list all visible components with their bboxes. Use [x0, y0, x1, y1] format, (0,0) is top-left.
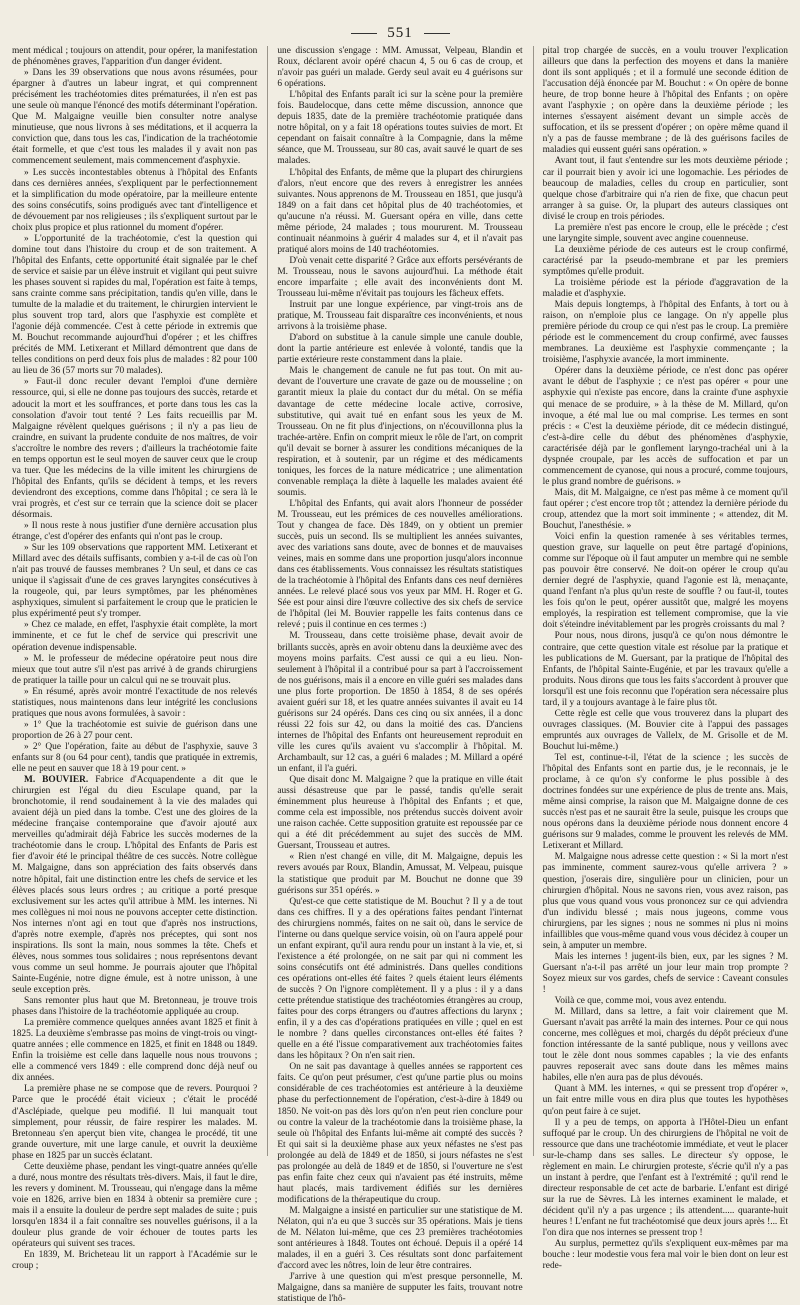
paragraph: D'où venait cette disparité ? Grâce aux efforts persévérants de M. Trousseau, nous le savons aujourd'hui. La méthode était encore imparfaite ; elle avait des inconvénients dont M. Trousseau lui-même n'évitait pas toujours les fâcheux effets.: [277, 255, 523, 300]
paragraph: L'hôpital des Enfants, qui avait alors l'honneur de posséder M. Trousseau, eut les prémices de ces nouvelles améliorations. Tout y changea de face. Dès 1849, on y obtient un premier succès, puis un second. Ils se multiplient les années suivantes, avec des variations sans doute, avec de bonnes et de mauvaises veines, mais en somme dans une proportion jusqu'alors inconnue dans ces établissements. Vous connaissez les résultats statistiques de la trachéotomie à l'hôpital des Enfants dans ces neuf dernières années. Le relevé placé sous vos yeux par MM. H. Roger et G. Sée est pour ainsi dire l'œuvre collective des six chefs de service de l'hôpital (lei M. Bouvier rappelle les faits contenus dans ce relevé ; puis il continue en ces termes :): [277, 498, 523, 631]
paragraph: ment médical ; toujours on attendit, pour opérer, la manifestation de phénomènes graves, l'apparition d'un danger évident.: [12, 46, 258, 68]
paragraph: On ne sait pas davantage à quelles années se rapportent ces faits. Ce qu'on peut présumer, c'est qu'une partie plus ou moins considérable de ces trachéotomies est antérieure à la deuxième phase du perfectionnement de l'opération, c'est-à-dire à 1849 ou 1850. Ne voit-on pas dès lors qu'on n'en peut rien conclure pour ou contre la valeur de la trachéotomie dans la troisième phase, la seule où l'hôpital des Enfants lui-même ait compté des succès ? Et qui sait si la deuxième phase aux yeux néfastes ne s'est pas prolongée au delà de 1849 et de 1850, si jours néfastes ne s'est pas prolongée au delà de 1849 et de 1850, si l'ouverture ne s'est pas enfin faite chez ceux qui n'avaient pas été instruits, même haut placés, mais tardivement édifiés sur les dernières modifications de la thérapeutique du croup.: [277, 1062, 523, 1205]
paragraph: » Les succès incontestables obtenus à l'hôpital des Enfants dans ces dernières années, s'expliquent par le perfectionnement et la simplification du mode opératoire, par la meilleure entente des soins consécutifs, soins prodigués avec tant d'intelligence et de dévouement par nos religieuses ; ils s'expliquent surtout par le choix plus propice et plus rationnel du moment d'opérer.: [12, 167, 258, 233]
paragraph: M. BOUVIER. Fabrice d'Acquapendente a dit que le chirurgien est l'égal du dieu Esculape quand, par la bronchotomie, il rend soudainement à la vie des malades qui avaient déjà un pied dans la tombe. C'est une des gloires de la médecine française contemporaine que d'avoir ajouté aux merveilles qu'admirait déjà Fabrice les succès modernes de la trachéotomie dans le croup. L'hôpital des Enfants de Paris est fier d'avoir été le principal théâtre de ces succès. Notre collègue M. Malgaigne, dans son appréciation des faits observés dans notre hôpital, fait une distinction entre les chefs de service et les élèves placés sous leurs ordres ; au critique a porté presque exclusivement sur les actes qu'il attribue à MM. les internes. Ni mes collègues ni moi nous ne pouvons accepter cette distinction. Nos internes n'ont agi en tout que d'après nos instructions, d'après notre exemple, d'après nos préceptes, qui sont nos inspirations. Ils sont la main, nous sommes la tête. Chefs et élèves, nous sommes tous solidaires ; nous représentons devant vous comme un seul homme. Je pourrais ajouter que l'hôpital Sainte-Eugénie, notre digne émule, est à notre unisson, à une seule exception près.: [12, 775, 258, 995]
paragraph: une discussion s'engage : MM. Amussat, Velpeau, Blandin et Roux, déclarent avoir opéré chacun 4, 5 ou 6 cas de croup, et n'avoir pas guéri un malade. Gerdy seul avait eu 4 guérisons sur 6 opérations.: [277, 46, 523, 90]
paragraph: La première commence quelques années avant 1825 et finit à 1825. La deuxième s'embrasse pas moins de vingt-trois ou vingt-quatre années ; elle commence en 1825, et finit en 1848 ou 1849. Enfin la troisième est celle dans laquelle nous nous trouvons ; elle a commencé vers 1849 : elle comprend donc déjà neuf ou dix années.: [12, 1018, 258, 1084]
paragraph: pital trop chargée de succès, en a voulu trouver l'explication ailleurs que dans la perfection des moyens et dans la manière dont ils sont appliqués ; et il a formulé une seconde édition de l'accusation déjà énoncée par M. Bouchut : « On opère de bonne heure, de trop bonne heure à l'hôpital des Enfants ; on opère avant l'asphyxie ; on opère dans la deuxième période ; les internes s'essayent aisément devant un simple accès de suffocation, et ils se pressent d'opérer ; on opère même quand il n'y a pas de fausse membrane ; de là des guérisons faciles de maladies qui eussent guéri sans opération. »: [542, 46, 788, 156]
paragraph: Sans remonter plus haut que M. Bretonneau, je trouve trois phases dans l'histoire de la trachéotomie appliquée au croup.: [12, 996, 258, 1018]
paragraph: » L'opportunité de la trachéotomie, c'est la question qui domine tout dans l'histoire du croup et de son traitement. A l'hôpital des Enfants, cette opportunité était signalée par le chef de service et saisie par un élève instruit et vigilant qui peut suivre les phases souvent si rapides du mal, l'opération est faite à temps, sans crainte comme sans précipitation, tandis qu'en ville, dans le tumulte de la maladie et du traitement, le chirurgien intervient le plus souvent trop tard, alors que l'asphyxie est complète et l'agonie déjà commencée. C'est à cette période in extremis que M. Bouchut recommande aujourd'hui d'opérer ; et les chiffres précités de MM. Letixerant et Millard démontrent que dans de telles conditions on perd deux fois plus de malades : 82 pour 100 au lieu de 36 (57 morts sur 70 malades).: [12, 233, 258, 377]
paragraph: » 1° Que la trachéotomie est suivie de guérison dans une proportion de 26 à 27 pour cent.: [12, 719, 258, 741]
paragraph: Tel est, continue-t-il, l'état de la science ; les succès de l'hôpital des Enfants sont en partie dus, je le reconnais, je le proclame, à ce qu'on s'y conforme le plus possible à des doctrines fondées sur une expérience de plus de trente ans. Mais, même ainsi comprise, la raison que M. Malgaigne donne de ces succès n'est pas et ne saurait être la seule, puisque les croups que nous opérons dans la deuxième période nous donnent encore 4 guérisons sur 9 malades, comme le prouvent les relevés de MM. Letixerant et Millard.: [542, 753, 788, 852]
paragraph: Voilà ce que, comme moi, vous avez entendu.: [554, 996, 727, 1007]
paragraph: Que disait donc M. Malgaigne ? que la pratique en ville était aussi désastreuse que par le passé, tandis qu'elle serait éminemment plus heureuse à l'hôpital des Enfants ; et que, comme cela est impossible, nos prétendus succès doivent avoir une raison cachée. Cette supposition gratuite est repoussée par ce qui a été dit précédemment au sujet des succès de MM. Guersant, Trousseau et autres.: [277, 775, 523, 852]
paragraph: Mais, dit M. Malgaigne, ce n'est pas même à ce moment qu'il faut opérer ; c'est encore trop tôt ; attendez la dernière période du croup, attendez que la mort soit imminente ; « attendez, dit M. Bouchut, l'anesthésie. »: [542, 487, 788, 532]
paragraph: Mais depuis longtemps, à l'hôpital des Enfants, à tort ou à raison, on n'emploie plus ce langage. On n'y appelle plus première période du croup ce qui n'est pas le croup. La première période est le commencement du croup confirmé, avec fausses membranes. La deuxième est l'asphyxie commençante ; la troisième, l'asphyxie avancée, la mort imminente.: [542, 300, 788, 366]
paragraph: En 1839, M. Bricheteau lit un rapport à l'Académie sur le croup ;: [12, 1250, 258, 1272]
paragraph: Qu'est-ce que cette statistique de M. Bouchut ? Il y a de tout dans ces chiffres. Il y a des opérations faites pendant l'internat des chirurgiens nommés, faites on ne sait où, dans le service de l'interne ou dans quelque service voisin, où on l'aura appelé pour un enfant expirant, qu'il aura rendu pour un instant à la vie, et, si l'existence a été prolongée, on ne sait par qui ni comment les soins consécutifs ont été administrés. Dans quelles conditions ces opérations ont-elles été faites ? quels étaient leurs éléments de succès ? On l'ignore complètement. Il y a plus : il y a dans cette prétendue statistique des trachéotomies étrangères au croup, faites pour des corps étrangers ou d'autres affections du larynx ; enfin, il y a des cas d'opérations pratiquées en ville ; quel en est le nombre ? dans quelles circonstances ont-elles été faites ? quelle en a été l'issue comparativement aux trachéotomies faites dans les hôpitaux ? On n'en sait rien.: [277, 896, 523, 1062]
paragraph: Opérer dans la deuxième période, ce n'est donc pas opérer avant le début de l'asphyxie ; ce n'est pas opérer « pour une asphyxie qui n'existe pas encore, dans la crainte d'une asphyxie qui menace de se produire, » à la thèse de M. Millard, qu'on invoque, a été mal lue ou mal comprise. Les termes en sont précis : « C'est la deuxième période, dit ce médecin distingué, c'est-à-dire celle du début des phénomènes d'asphyxie, caractérisée déjà par le gonflement laryngo-trachéal uni à la dyspnée croupale, par les accès de suffocation et par un commencement de cyanose, qui nous a procuré, comme toujours, le plus grand nombre de guérisons. »: [542, 366, 788, 487]
paragraph: Pour nous, nous dirons, jusqu'à ce qu'on nous démontre le contraire, que cette question vitale est résolue par la pratique et les publications de M. Guersant, par la pratique de l'hôpital des Enfants, de l'hôpital Sainte-Eugénie, et par les travaux qu'elle a produits. Nous dirons que tous les faits s'accordent à prouver que lorsqu'il est une fois reconnu que l'opération sera nécessaire plus tard, il y a toujours avantage à le faire plus tôt.: [542, 631, 788, 708]
paragraph: Mais le changement de canule ne fut pas tout. On mit au-devant de l'ouverture une cravate de gaze ou de mousseline ; on garantit mieux la plaie du contact dur du métal. On se méfia davantage de cette médecine locale active, corrosive, substitutive, qui avait tué en enfant sous les yeux de M. Trousseau. On ne fit plus d'injections, on n'écouvillonna plus la trachée-artère. Enfin on comprit mieux le rôle de l'art, on comprit qu'il devait se borner à assurer les conditions mécaniques de la respiration, et à soutenir, par un régime et des médicaments toniques, les forces de la nature médicatrice ; une alimentation convenable remplaça la diète à laquelle les malades avaient été soumis.: [277, 366, 523, 498]
paragraph: M. Trousseau, dans cette troisième phase, devait avoir de brillants succès, après en avoir obtenu dans la deuxième avec des moyens moins parfaits. C'est aussi ce qui a eu lieu. Non-seulement à l'hôpital il a contribué pour sa part à l'accroissement de nos guérisons, mais il a encore en ville guéri ses malades dans une plus forte proportion. De 1850 à 1854, 8 de ses opérés avaient guéri sur 18, et les quatre années suivantes il avait eu 14 guérisons sur 24 opérés. Dans ces cinq ou six années, il a donc réussi 22 fois sur 42, ou dans la moitié des cas. D'anciens internes de l'hôpital des Enfants ont heureusement reproduit en ville les cures qu'ils avaient vu s'accomplir à l'hôpital. M. Archambault, sur 12 cas, a guéri 6 malades ; M. Millard a opéré un enfant, il l'a guéri.: [277, 631, 523, 775]
paragraph: » En résumé, après avoir montré l'exactitude de nos relevés statistiques, nous maintenons dans leur intégrité les conclusions pratiques que nous avons formulées, à savoir :: [12, 686, 258, 719]
paragraph: Voici enfin la question ramenée à ses véritables termes, question grave, sur laquelle on peut être partagé d'opinions, comme sur l'époque où il faut amputer un membre qui ne semble pas pouvoir être conservé. Ne doit-on opérer le croup qu'au dernier degré de l'asphyxie, quand l'agonie est là, menaçante, quand l'enfant n'a plus qu'un reste de souffle ? ou faut-il, toutes les fois qu'on le peut, opérer aussitôt que, malgré les moyens employés, la respiration est tellement compromise, que la vie doit s'éteindre inévitablement par les progrès croissants du mal ?: [542, 532, 788, 631]
paragraph: » Dans les 39 observations que nous avons résumées, pour épargner à d'autres un labeur ingrat, et qui comprennent précisément les trachéotomies dites prématurées, il n'en est pas une seule où manque l'énoncé des motifs déterminant l'opération. Que M. Malgaigne veuille bien consulter notre analyse minutieuse, que nous livrons à ses méditations, et il acquerra la conviction que, dans tous les cas, l'indication de la trachéotomie était formelle, et que c'est tous les malades il y avait non pas commencement seulement, mais commencement d'asphyxie.: [12, 68, 258, 167]
paragraph: Cette deuxième phase, pendant les vingt-quatre années qu'elle a duré, nous montre des résultats très-divers. Mais, il faut le dire, les revers y dominent. M. Trousseau, qui n'engage dans la même voie en 1826, arrive bien en 1834 à obtenir sa première cure ; mais il a ensuite la douleur de perdre sept malades de suite ; puis lorsqu'en 1834 il a fait connaître ses nouvelles guérisons, il a la douleur plus grande de voir échouer de toutes parts les opérateurs qui suivent ses traces.: [12, 1161, 258, 1250]
paragraph: La deuxième période de ces auteurs est le croup confirmé, caractérisé par la pseudo-membrane et par les premiers symptômes qu'elle produit.: [542, 244, 788, 277]
column-left: [12, 46, 258, 1272]
paragraph: » Faut-il donc reculer devant l'emploi d'une dernière ressource, qui, si elle ne donne pas toujours des succès, retarde et adoucit la mort et les souffrances, et porte dans tous les cas la consolation d'avoir tout tenté ? Les faits recueillis par M. Malgaigne révèlent quelques guérisons ; il n'y a pas lieu de craindre, en suivant la prudente conduite de nos maîtres, de voir s'accroître le nombre des revers ; d'ailleurs la trachéotomie faite en temps opportun est le seul moyen de sauver ceux que le croup va tuer. Que les médecins de la ville imitent les chirurgiens de l'hôpital des Enfants, qu'ils se décident à temps, et les revers deviendront des exceptions, comme dans l'hôpital ; ce sera là le vrai progrès, et c'est sur ce terrain que la science doit se placer désormais.: [12, 377, 258, 520]
paragraph: D'abord on substitue à la canule simple une canule double, dont la partie antérieure est enlevée à volonté, tandis que la partie extérieure reste constamment dans la plaie.: [277, 333, 523, 366]
paragraph: M. Malgaigne nous adresse cette question : « Si la mort n'est pas imminente, comment saurez-vous qu'elle arrivera ? » question, j'oserais dire, singulière pour un clinicien, pour un chirurgien d'hôpital. Nous ne savons rien, vous avez raison, pas plus que vous quand vous vous prononcez sur ce qui adviendra d'un individu blessé ; mais nous jugeons, comme vous chirurgiens, par les signes ; nous ne sommes ni plus ni moins infaillibles que vous-même quand vous vous décidez à couper un sein, à amputer un membre.: [542, 852, 788, 951]
paragraph: » Il nous reste à nous justifier d'une dernière accusation plus étrange, c'est d'opérer des enfants qui n'ont pas le croup.: [12, 521, 258, 543]
paragraph: » M. le professeur de médecine opératoire peut nous dire mieux que tout autre s'il n'est pas arrivé à de grands chirurgiens de pratiquer la taille pour un calcul qui ne se trouvait plus.: [12, 653, 258, 686]
paragraph: « Rien n'est changé en ville, dit M. Malgaigne, depuis les revers avoués par Roux, Blandin, Amussat, M. Velpeau, puisque la statistique que produit par M. Bouchut ne donne que 39 guérisons sur 351 opérés. »: [277, 852, 523, 896]
text-columns: [12, 46, 788, 1305]
paragraph: M. Malgaigne a insisté en particulier sur une statistique de M. Nélaton, qui n'a eu que 3 succès sur 35 opérations. Mais je tiens de M. Nélaton lui-même, que ces 23 premières trachéotomies sont antérieures à 1848. Toutes ont échoué. Depuis il a opéré 14 malades, il en a guéri 3. Ces résultats sont donc parfaitement d'accord avec les nôtres, loin de leur être contraires.: [277, 1205, 523, 1272]
paragraph: Cette règle est celle que vous trouverez dans la plupart des ouvrages classiques. (M. Bouvier cite à l'appui des passages empruntés aux ouvrages de Vallelx, de M. Grisolle et de M. Bouchut lui-même.): [542, 708, 788, 752]
paragraph: Avant tout, il faut s'entendre sur les mots deuxième période ; car il pourrait bien y avoir ici une logomachie. Les périodes de beaucoup de maladies, celles du croup en particulier, sont quelque chose d'arbitraire qui n'a rien de fixe, que chacun peut arranger à sa guise. Or, la plupart des auteurs classiques ont divisé le croup en trois périodes.: [542, 156, 788, 222]
paragraph: M. Millard, dans sa lettre, a fait voir clairement que M. Guersant n'avait pas arrêté la main des internes. Pour ce qui nous concerne, mes collègues et moi, chargés du dépôt précieux d'une fonction intéressante de la santé publique, nous y veillons avec tout le zèle dont nous sommes capables ; la vie des enfants pauvres reposerait avec sans doute dans les mêmes mains habiles, elle n'en aura pas de plus dévoués.: [542, 1007, 788, 1084]
paragraph: La première phase ne se compose que de revers. Pourquoi ? Parce que le procédé était vicieux ; c'était le procédé d'Asclépiade, quelque peu modifié. Il lui manquait tout simplement, pour réussir, de faire respirer les malades. M. Bretonneau s'en aperçut bien vite, changea le procédé, tit une grande ouverture, mit une large canule, et ouvrit la deuxième phase en 1825 par un succès éclatant.: [12, 1084, 258, 1161]
paragraph: Mais les internes ! jugent-ils bien, eux, par les signes ? M. Guersant n'a-t-il pas arrêté un jour leur main trop prompte ? Soyez mieux sur vos gardes, chefs de service : Caveant consules !: [542, 951, 788, 995]
paragraph: » Sur les 109 observations que rapportent MM. Letixerant et Millard avec des détails suffisants, combien y a-t-il de cas où l'on n'ait pas trouvé de fausses membranes ? Un seul, et dans ce cas unique il s'agissait d'une de ces graves laryngites consécutives à la rougeole, qui, par leurs symptômes, par les phénomènes asphyxiques, simulent si parfaitement le croup que le praticien le plus expérimenté peut s'y tromper.: [12, 543, 258, 620]
speaker-name: M. BOUVIER.: [24, 775, 89, 786]
paragraph: La troisième période est la période d'aggravation de la maladie et d'asphyxie.: [542, 277, 788, 300]
paragraph: Au surplus, permettez qu'ils s'expliquent eux-mêmes par ma bouche : leur modestie vous fera mal voir le bien dont on leur est rede-: [542, 1239, 788, 1272]
paragraph: L'hôpital des Enfants, de même que la plupart des chirurgiens d'alors, n'eut encore que des revers à enregistrer les années suivantes. Nous apprenons de M. Trousseau en 1851, que jusqu'à 1849 on a fait dans cet hôpital plus de 40 trachéotomies, et qu'aucune n'a réussi. M. Guersant opéra en ville, dans cette même période, 24 malades ; tous moururent. M. Trousseau continuait néanmoins à guérir 4 malades sur 4, et il n'avait pas pratiqué alors moins de 140 trachéotomies.: [277, 167, 523, 255]
paragraph: » 2° Que l'opération, faite au début de l'asphyxie, sauve 3 enfants sur 8 (ou 64 pour cent), tandis que pratiquée in extremis, elle ne peut en sauver que 18 à 19 pour cent. »: [12, 741, 258, 775]
paragraph: La première n'est pas encore le croup, elle le précède ; c'est une laryngite simple, souvent avec angine couenneuse.: [542, 222, 788, 244]
paragraph: Il y a peu de temps, on apporta à l'Hôtel-Dieu un enfant suffoqué par le croup. Un des chirurgiens de l'hôpital ne voit de ressource que dans une trachéotomie immédiate, et veut le placer sur-le-champ dans ses salles. Le directeur s'y oppose, le règlement en main. Le chirurgien proteste, s'écrie qu'il n'y a pas un instant à perdre, que l'enfant est à l'extrémité ; qu'il rend le directeur responsable de cet acte de barbarie. L'enfant est dirigé sur la rue de Sèvres. Là les internes examinent le malade, et décident qu'il n'y a pas urgence ; ils attendent..... quarante-huit heures ! L'enfant ne fut trachéotomisé que deux jours après !... Et l'on dira que nos internes se pressent trop !: [542, 1117, 788, 1239]
header-rule-right: [424, 33, 450, 34]
header-rule-left: [351, 33, 377, 34]
paragraph: L'hôpital des Enfants paraît ici sur la scène pour la première fois. Baudelocque, dans cette même discussion, annonce que depuis 1835, date de la première trachéotomie pratiquée dans notre hôpital, on y a fait 18 opérations toutes suivies de mort. Et cependant on faisait connaître à la Compagnie, dans la même séance, que M. Trousseau, sur 80 cas, avait sauvé le quart de ses malades.: [277, 90, 523, 167]
column-middle: [267, 46, 523, 1305]
column-right: [533, 46, 788, 1272]
page-header: [12, 20, 788, 46]
paragraph: » Chez ce malade, en effet, l'asphyxie était complète, la mort imminente, et ce fut le chef de service qui prescrivit une opération devenue indispensable.: [12, 620, 258, 653]
paragraph: Quant à MM. les internes, « qui se pressent trop d'opérer », un fait entre mille vous en dira plus que toutes les hypothèses qu'on peut faire à ce sujet.: [542, 1084, 788, 1117]
page-number: 551: [387, 25, 413, 41]
paragraph: Instruit par une longue expérience, par vingt-trois ans de pratique, M. Trousseau fait disparaître ces inconvénients, et nous arrivons à la troisième phase.: [277, 300, 523, 333]
paragraph: J'arrive à une question qui m'est presque personnelle, M. Malgaigne, dans sa manière de supputer les faits, trouvant notre statistique de l'hô-: [277, 1272, 523, 1305]
